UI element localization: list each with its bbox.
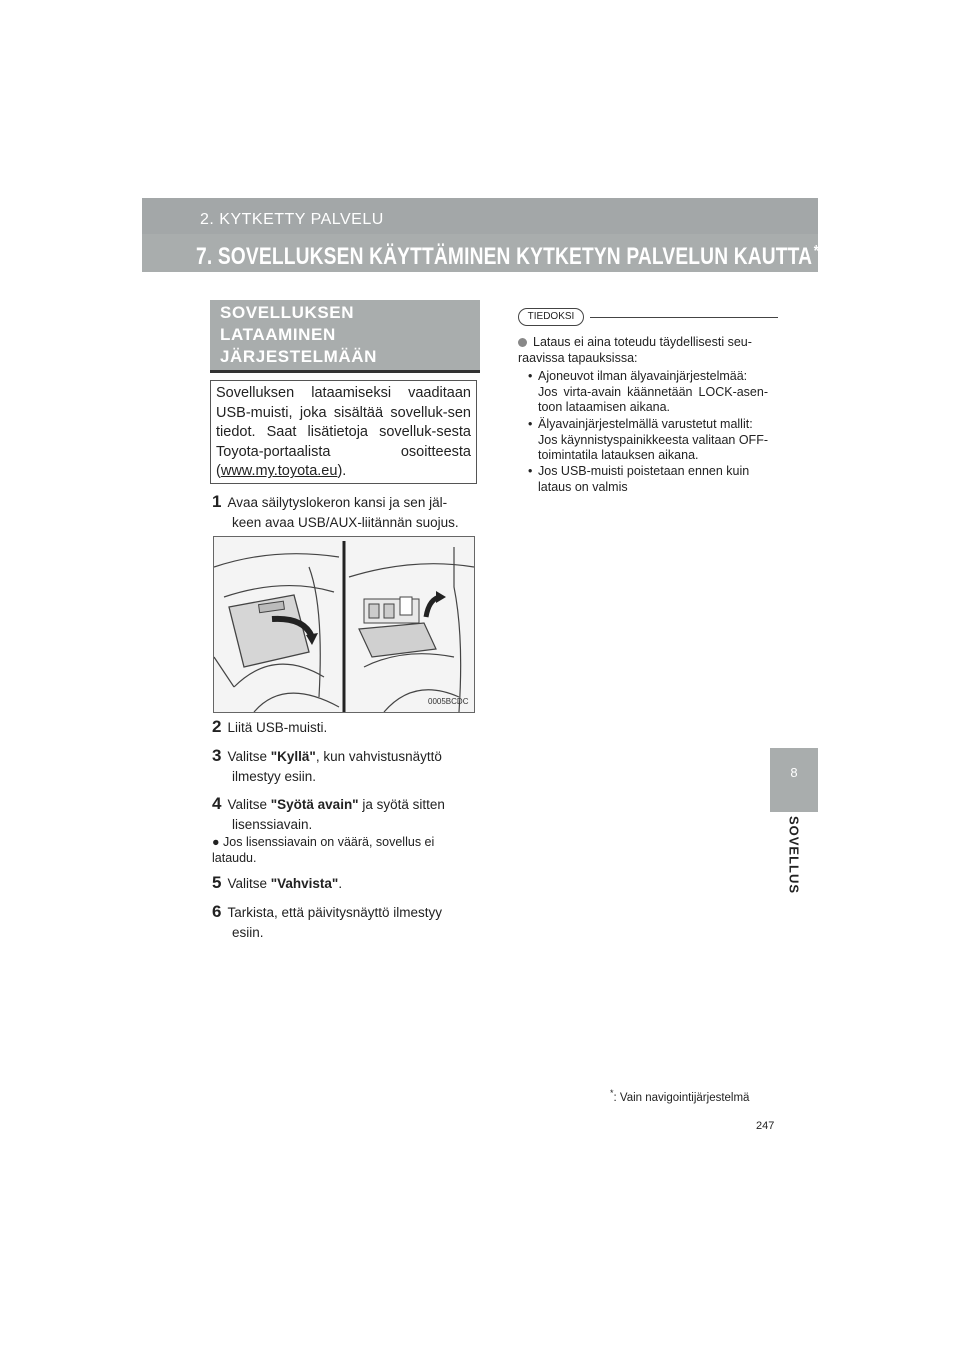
step-text: Avaa säilytyslokeron kansi ja sen jäl- (227, 495, 448, 510)
step-text: Liitä USB-muisti. (227, 720, 328, 735)
tiedoksi-main-point (518, 334, 768, 366)
step-2 (212, 717, 480, 738)
tiedoksi-item-3 (528, 464, 768, 495)
step-text-cont: lisenssiavain. (232, 816, 313, 832)
bullet-icon: • (528, 369, 533, 383)
chapter-side-label: SOVELLUS (786, 815, 802, 895)
step-text: Valitse (227, 876, 271, 891)
note-bullet (212, 834, 480, 866)
step-text-cont: keen avaa USB/AUX-liitännän suojus. (232, 514, 459, 530)
step-option: "Kyllä" (270, 749, 316, 764)
step-text-post: , kun vahvistusnäyttö (315, 749, 442, 764)
bullet-dot-icon (518, 338, 527, 347)
step-text-post: . (338, 876, 343, 891)
step-text: Valitse (227, 797, 271, 812)
footnote-text: : Vain navigointijärjestelmä (613, 1091, 750, 1104)
section-label: 2. KYTKETTY PALVELU (200, 211, 384, 228)
illustration-drawing (214, 537, 474, 712)
note-text: Jos lisenssiavain on väärä, sovellus ei lataudu. (212, 835, 435, 865)
storage-compartment-illustration (213, 536, 475, 713)
step-number: 1 (212, 492, 222, 511)
bullet-icon: ● (212, 835, 220, 849)
footnote (610, 1088, 749, 1104)
footnote-mark: * (610, 1088, 614, 1098)
chapter-footnote-mark: * (813, 243, 819, 260)
figure-code: 0005BCDC (428, 697, 469, 706)
step-1 (212, 492, 480, 532)
item-text: Jos USB-muisti poistetaan ennen kuin (538, 464, 750, 478)
item-text: Ajoneuvot ilman älyavainjärjestelmää: (538, 369, 748, 383)
tiedoksi-rule (590, 317, 778, 318)
step-text: Valitse (227, 749, 271, 764)
step-text-cont: ilmestyy esiin. (232, 768, 317, 784)
step-6 (212, 902, 480, 942)
chapter-title (196, 243, 819, 271)
step-number: 6 (212, 902, 222, 921)
sub-heading-line-1: SOVELLUKSEN (220, 303, 355, 322)
tiedoksi-main-text: Lataus ei aina toteudu täydellisesti seu-raavissa tapauksissa: (518, 335, 752, 365)
step-text-cont: esiin. (232, 924, 264, 940)
intro-box (210, 380, 477, 484)
step-number: 2 (212, 717, 222, 736)
step-4 (212, 794, 480, 834)
step-number: 3 (212, 746, 222, 765)
chapter-tab (770, 748, 818, 812)
bullet-icon: • (528, 417, 533, 431)
chapter-title-text: 7. SOVELLUKSEN KÄYTTÄMINEN KYTKETYN PALVELUN KAUTTA (196, 243, 813, 270)
tiedoksi-item-1 (528, 369, 768, 416)
item-text-cont: Jos käynnistyspainikkeesta valitaan OFF-toimintatila latauksen aikana. (538, 432, 768, 462)
bullet-icon: • (528, 464, 533, 478)
step-5 (212, 873, 480, 894)
sub-heading-rule (210, 370, 480, 373)
sub-heading-line-2: LATAAMINEN (220, 325, 336, 344)
intro-text: Sovelluksen lataamiseksi vaaditaan USB-muisti, joka sisältää sovelluk-sen tiedot. Saat lisätietoja sovelluk-sesta Toyota-portaalista osoitteesta ( (216, 385, 471, 480)
step-number: 4 (212, 794, 222, 813)
chapter-tab-number: 8 (790, 765, 798, 780)
sub-heading (220, 302, 470, 368)
item-text-cont: lataus on valmis (538, 479, 628, 494)
step-number: 5 (212, 873, 222, 892)
tiedoksi-item-2 (528, 417, 768, 464)
tiedoksi-badge: TIEDOKSI (518, 308, 584, 326)
intro-tail: ). (337, 463, 347, 480)
step-option: "Vahvista" (270, 876, 339, 891)
page-number: 247 (756, 1120, 775, 1132)
item-text-cont: Jos virta-avain käännetään LOCK-asen-toon lataamisen aikana. (538, 384, 768, 414)
step-3 (212, 746, 480, 786)
step-text-post: ja syötä sitten (358, 797, 445, 812)
step-text: Tarkista, että päivitysnäyttö ilmestyy (227, 905, 443, 920)
sub-heading-line-3: JÄRJESTELMÄÄN (220, 347, 378, 366)
portal-link[interactable]: www.my.toyota.eu (220, 463, 338, 480)
item-text: Älyavainjärjestelmällä varustetut mallit: (538, 417, 753, 431)
step-option: "Syötä avain" (270, 797, 359, 812)
